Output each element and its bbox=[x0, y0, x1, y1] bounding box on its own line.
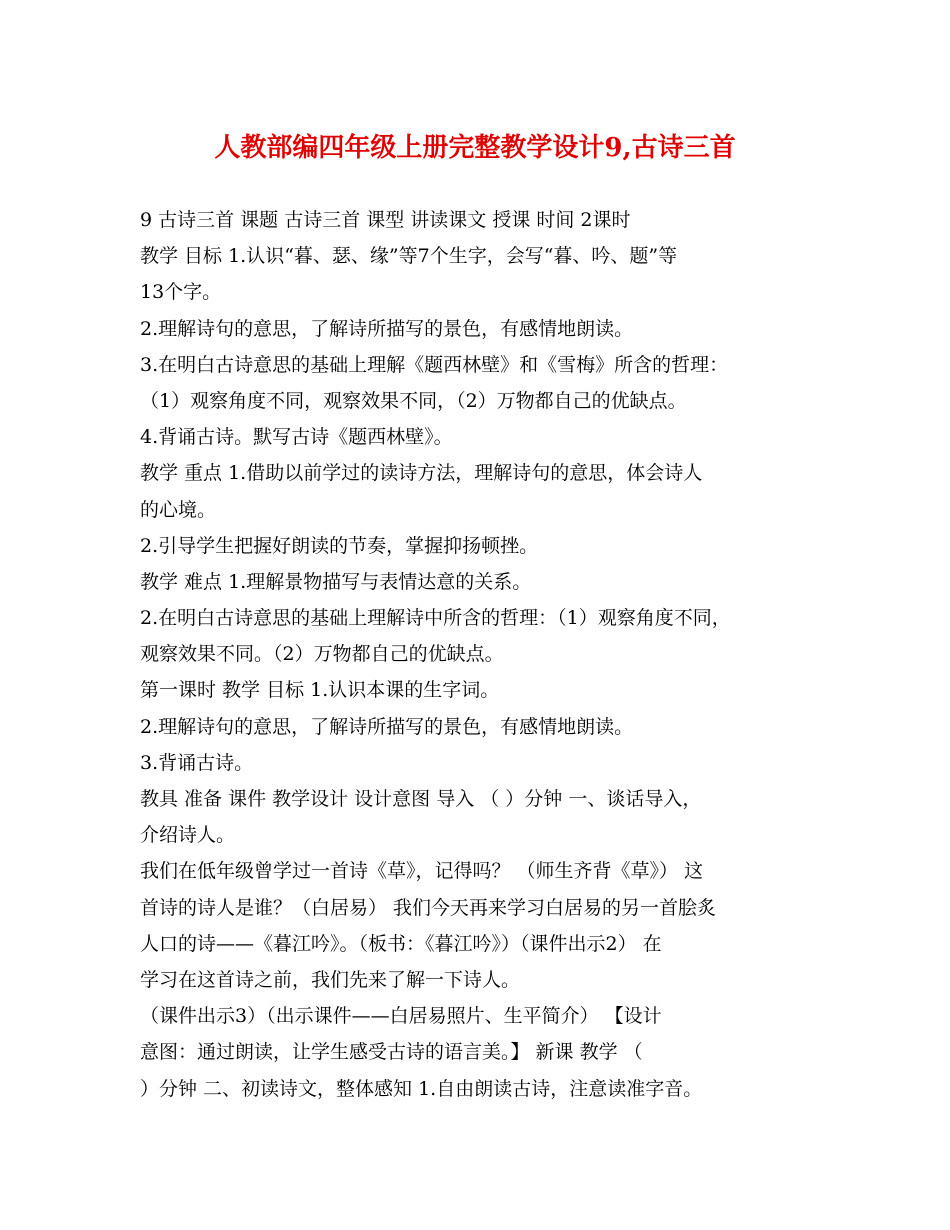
body-line: 的心境。 bbox=[140, 498, 217, 521]
body-line: 介绍诗人。 bbox=[140, 824, 236, 847]
body-line: 教具 准备 课件 教学设计 设计意图 导入 （ ）分钟 一、谈话导入， bbox=[140, 788, 702, 810]
body-line: 2.在明白古诗意思的基础上理解诗中所含的哲理：（1）观察角度不同， bbox=[140, 607, 731, 630]
body-line: 2.理解诗句的意思，了解诗所描写的景色，有感情地朗读。 bbox=[140, 317, 634, 340]
body-line: 意图：通过朗读，让学生感受古诗的语言美。】 新课 教学 （ bbox=[140, 1041, 643, 1064]
body-line: 首诗的诗人是谁？（白居易） 我们今天再来学习白居易的另一首脍炙 bbox=[140, 896, 717, 919]
body-line: 3.在明白古诗意思的基础上理解《题西林壁》和《雪梅》所含的哲理： bbox=[140, 353, 729, 376]
body-line: 第一课时 教学 目标 1.认识本课的生字词。 bbox=[140, 679, 500, 702]
body-line: 9 古诗三首 课题 古诗三首 课型 讲读课文 授课 时间 2课时 bbox=[140, 209, 631, 231]
body-line: 2.理解诗句的意思，了解诗所描写的景色，有感情地朗读。 bbox=[140, 715, 634, 738]
body-line: 教学 目标 1.认识“暮、瑟、缘”等7个生字，会写“暮、吟、题”等 bbox=[140, 245, 678, 268]
body-line: （1）观察角度不同，观察效果不同，（2）万物都自己的优缺点。 bbox=[140, 389, 687, 412]
body-line: 2.引导学生把握好朗读的节奏，掌握抑扬顿挫。 bbox=[140, 534, 539, 557]
body-line: 4.背诵古诗。默写古诗《题西林壁》。 bbox=[140, 426, 453, 449]
body-line: （课件出示3）（出示课件——白居易照片、生平简介） 【设计 bbox=[140, 1005, 662, 1028]
body-line: 3.背诵古诗。 bbox=[140, 751, 254, 774]
body-line: 教学 重点 1.借助以前学过的读诗方法，理解诗句的意思，体会诗人 bbox=[140, 462, 703, 485]
body-line: 教学 难点 1.理解景物描写与表情达意的关系。 bbox=[140, 570, 532, 593]
body-line: 学习在这首诗之前，我们先来了解一下诗人。 bbox=[140, 968, 521, 991]
document-title: 人教部编四年级上册完整教学设计9,古诗三首 bbox=[214, 133, 736, 163]
body-line: ）分钟 二、初读诗文，整体感知 1.自由朗读古诗，注意读准字音。 bbox=[140, 1077, 703, 1100]
body-line: 13个字。 bbox=[140, 281, 222, 304]
body-line: 人口的诗——《暮江吟》。（板书：《暮江吟》）（课件出示2） 在 bbox=[140, 932, 662, 955]
document-body bbox=[140, 202, 820, 1107]
body-line: 观察效果不同。（2）万物都自己的优缺点。 bbox=[140, 643, 504, 666]
body-line: 我们在低年级曾学过一首诗《草》，记得吗？ （师生齐背《草》） 这 bbox=[140, 860, 704, 883]
